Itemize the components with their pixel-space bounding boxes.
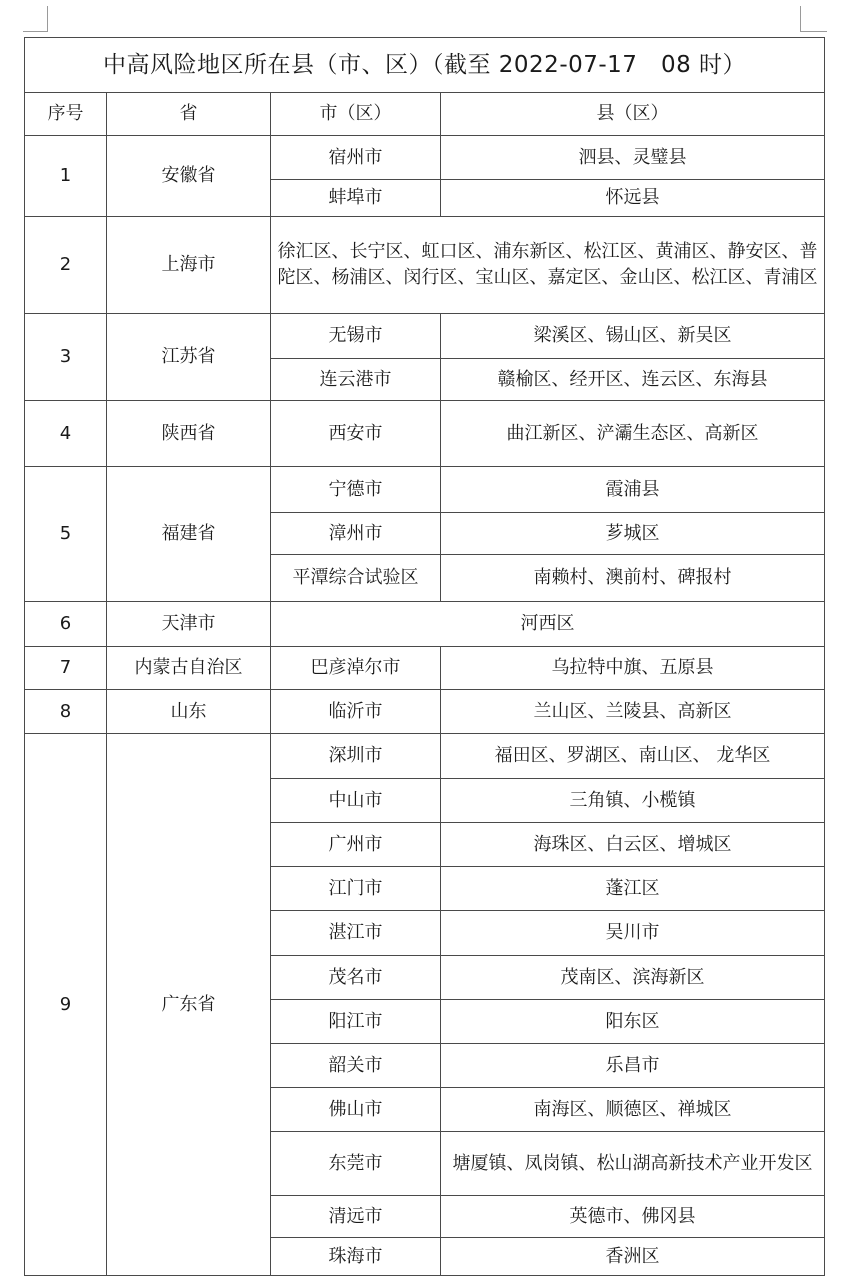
header-city: 市（区）: [271, 93, 441, 136]
risk-area-table: [24, 37, 825, 1276]
row-number: 9: [25, 734, 107, 1276]
row-number: 2: [25, 217, 107, 314]
county-cell: 梁溪区、锡山区、新吴区: [441, 314, 825, 359]
county-cell: 赣榆区、经开区、连云区、东海县: [441, 359, 825, 401]
header-row: [25, 93, 825, 136]
city-cell: 平潭综合试验区: [271, 555, 441, 602]
row-number: 1: [25, 136, 107, 217]
city-cell: 蚌埠市: [271, 180, 441, 217]
row-number: 6: [25, 602, 107, 647]
table-row: [25, 734, 825, 779]
header-no: 序号: [25, 93, 107, 136]
city-cell: 无锡市: [271, 314, 441, 359]
table-row: [25, 602, 825, 647]
crop-mark-top-right-vertical: [800, 6, 801, 32]
city-cell: 宁德市: [271, 467, 441, 513]
city-cell: 连云港市: [271, 359, 441, 401]
province-cell: 陕西省: [107, 401, 271, 467]
county-cell: 曲江新区、浐灞生态区、高新区: [441, 401, 825, 467]
crop-mark-top-left-horizontal: [23, 31, 47, 32]
county-cell: 茂南区、滨海新区: [441, 956, 825, 1000]
city-cell: 湛江市: [271, 911, 441, 956]
city-cell: 茂名市: [271, 956, 441, 1000]
city-cell: 深圳市: [271, 734, 441, 779]
county-cell: 吴川市: [441, 911, 825, 956]
row-number: 7: [25, 647, 107, 690]
county-cell: 乐昌市: [441, 1044, 825, 1088]
city-cell: 西安市: [271, 401, 441, 467]
row-number: 3: [25, 314, 107, 401]
county-cell: 怀远县: [441, 180, 825, 217]
city-cell: 韶关市: [271, 1044, 441, 1088]
city-cell: 阳江市: [271, 1000, 441, 1044]
city-cell: 广州市: [271, 823, 441, 867]
county-cell: 香洲区: [441, 1238, 825, 1276]
table-row: [25, 217, 825, 314]
county-cell: 芗城区: [441, 513, 825, 555]
county-cell: 霞浦县: [441, 467, 825, 513]
province-cell: 福建省: [107, 467, 271, 602]
city-cell: 宿州市: [271, 136, 441, 180]
table-title: 中高风险地区所在县（市、区）（截至 2022-07-17 08 时）: [25, 38, 825, 93]
header-province: 省: [107, 93, 271, 136]
county-cell: 阳东区: [441, 1000, 825, 1044]
city-cell: 巴彦淖尔市: [271, 647, 441, 690]
title-row: [25, 38, 825, 93]
crop-mark-top-left-vertical: [47, 6, 48, 32]
city-cell: 清远市: [271, 1196, 441, 1238]
table-row: [25, 401, 825, 467]
county-cell: 塘厦镇、凤岗镇、松山湖高新技术产业开发区: [441, 1132, 825, 1196]
table-row: [25, 467, 825, 513]
table-row: [25, 647, 825, 690]
crop-mark-top-right-horizontal: [801, 31, 827, 32]
province-cell: 江苏省: [107, 314, 271, 401]
row-number: 8: [25, 690, 107, 734]
merged-county-cell: 徐汇区、长宁区、虹口区、浦东新区、松江区、黄浦区、静安区、普陀区、杨浦区、闵行区、宝山区、嘉定区、金山区、松江区、青浦区: [271, 217, 825, 314]
table-row: [25, 136, 825, 180]
province-cell: 广东省: [107, 734, 271, 1276]
city-cell: 临沂市: [271, 690, 441, 734]
city-cell: 漳州市: [271, 513, 441, 555]
province-cell: 内蒙古自治区: [107, 647, 271, 690]
county-cell: 乌拉特中旗、五原县: [441, 647, 825, 690]
table-row: [25, 690, 825, 734]
province-cell: 天津市: [107, 602, 271, 647]
province-cell: 安徽省: [107, 136, 271, 217]
county-cell: 泗县、灵璧县: [441, 136, 825, 180]
city-cell: 佛山市: [271, 1088, 441, 1132]
county-cell: 南海区、顺德区、禅城区: [441, 1088, 825, 1132]
county-cell: 兰山区、兰陵县、高新区: [441, 690, 825, 734]
city-cell: 东莞市: [271, 1132, 441, 1196]
county-cell: 三角镇、小榄镇: [441, 779, 825, 823]
city-cell: 珠海市: [271, 1238, 441, 1276]
county-cell: 南赖村、澳前村、碑报村: [441, 555, 825, 602]
province-cell: 山东: [107, 690, 271, 734]
county-cell: 蓬江区: [441, 867, 825, 911]
city-cell: 中山市: [271, 779, 441, 823]
city-cell: 江门市: [271, 867, 441, 911]
table-row: [25, 314, 825, 359]
row-number: 4: [25, 401, 107, 467]
row-number: 5: [25, 467, 107, 602]
county-cell: 福田区、罗湖区、南山区、 龙华区: [441, 734, 825, 779]
province-cell: 上海市: [107, 217, 271, 314]
county-cell: 英德市、佛冈县: [441, 1196, 825, 1238]
header-county: 县（区）: [441, 93, 825, 136]
county-cell: 海珠区、白云区、增城区: [441, 823, 825, 867]
merged-county-cell: 河西区: [271, 602, 825, 647]
